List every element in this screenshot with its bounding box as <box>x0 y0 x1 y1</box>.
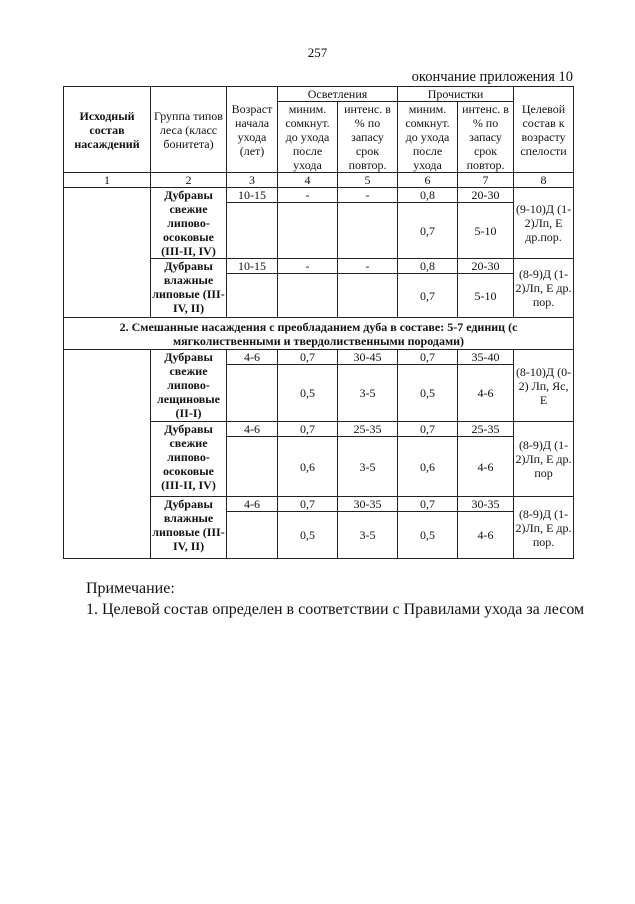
osv-min-cell: - <box>278 259 338 274</box>
column-number: 7 <box>458 173 514 188</box>
osv-int-cell: 3-5 <box>338 365 398 422</box>
osv-int-cell: - <box>338 188 398 203</box>
start-age-cell <box>227 274 278 318</box>
pro-min-cell: 0,7 <box>398 203 458 259</box>
start-age-cell: 4-6 <box>227 497 278 512</box>
osv-int-cell: 3-5 <box>338 512 398 559</box>
forest-type-cell: Дубравы свежие липово-осоковые (III-II, IV) <box>151 188 227 259</box>
pro-min-cell: 0,5 <box>398 512 458 559</box>
column-number: 4 <box>278 173 338 188</box>
forest-type-cell: Дубравы влажные липовые (III-IV, II) <box>151 497 227 559</box>
osv-int-cell <box>338 274 398 318</box>
column-number: 5 <box>338 173 398 188</box>
pro-min-cell: 0,7 <box>398 422 458 437</box>
pro-int-cell: 5-10 <box>458 203 514 259</box>
pro-int-cell: 4-6 <box>458 512 514 559</box>
forest-type-cell: Дубравы свежие липово-лещиновые (II-I) <box>151 350 227 422</box>
section-heading: 2. Смешанные насаждения с преобладанием дуба в составе: 5-7 единиц (с мягколиственными и твердолиственными породами) <box>64 318 574 350</box>
osv-int-cell: 3-5 <box>338 437 398 497</box>
osv-min-cell: 0,7 <box>278 350 338 365</box>
header-initial-composition: Исходный состав насаждений <box>64 87 151 173</box>
header-osv-int: интенс. в % по запасу срок повтор. <box>338 102 398 173</box>
header-prochistki: Прочистки <box>398 87 514 102</box>
header-osvetleniya: Осветления <box>278 87 398 102</box>
forest-type-cell: Дубравы влажные липовые (III-IV, II) <box>151 259 227 318</box>
target-composition-cell: (9-10)Д (1-2)Лп, Е др.пор. <box>514 188 574 259</box>
header-forest-type-group: Группа типов леса (класс бонитета) <box>151 87 227 173</box>
pro-min-cell: 0,7 <box>398 350 458 365</box>
osv-int-cell <box>338 203 398 259</box>
target-composition-cell: (8-10)Д (0-2) Лп, Яс, Е <box>514 350 574 422</box>
pro-int-cell: 4-6 <box>458 437 514 497</box>
pro-int-cell: 20-30 <box>458 188 514 203</box>
osv-min-cell: 0,5 <box>278 365 338 422</box>
table-row <box>64 350 574 365</box>
page-number: 257 <box>307 45 328 60</box>
pro-int-cell: 35-40 <box>458 350 514 365</box>
start-age-cell <box>227 203 278 259</box>
pro-min-cell: 0,8 <box>398 188 458 203</box>
column-number-row <box>64 173 574 188</box>
start-age-cell <box>227 512 278 559</box>
forest-care-table <box>63 86 574 559</box>
pro-min-cell: 0,5 <box>398 365 458 422</box>
start-age-cell: 10-15 <box>227 188 278 203</box>
column-number: 6 <box>398 173 458 188</box>
column-number: 2 <box>151 173 227 188</box>
pro-min-cell: 0,7 <box>398 274 458 318</box>
header-target-composition: Целевой состав к возрасту спелости <box>514 87 574 173</box>
pro-int-cell: 5-10 <box>458 274 514 318</box>
pro-min-cell: 0,6 <box>398 437 458 497</box>
osv-int-cell: 30-45 <box>338 350 398 365</box>
osv-min-cell: - <box>278 188 338 203</box>
osv-min-cell: 0,7 <box>278 497 338 512</box>
osv-int-cell: 25-35 <box>338 422 398 437</box>
osv-min-cell <box>278 274 338 318</box>
header-osv-min: миним. сомкнут. до ухода после ухода <box>278 102 338 173</box>
header-pro-min: миним. сомкнут. до ухода после ухода <box>398 102 458 173</box>
column-number: 1 <box>64 173 151 188</box>
pro-int-cell: 25-35 <box>458 422 514 437</box>
table-row <box>64 188 574 203</box>
osv-int-cell: 30-35 <box>338 497 398 512</box>
column-number: 8 <box>514 173 574 188</box>
initial-composition-cell <box>64 350 151 559</box>
pro-min-cell: 0,8 <box>398 259 458 274</box>
start-age-cell: 4-6 <box>227 422 278 437</box>
start-age-cell: 4-6 <box>227 350 278 365</box>
header-start-age: Возраст начала ухода (лет) <box>227 87 278 173</box>
note-text: 1. Целевой состав определен в соответствии с Правилами ухода за лесом <box>86 601 585 618</box>
start-age-cell <box>227 365 278 422</box>
pro-int-cell: 30-35 <box>458 497 514 512</box>
osv-min-cell: 0,6 <box>278 437 338 497</box>
forest-type-cell: Дубравы свежие липово-осоковые (III-II, IV) <box>151 422 227 497</box>
osv-min-cell: 0,5 <box>278 512 338 559</box>
target-composition-cell: (8-9)Д (1-2)Лп, Е др. пор. <box>514 497 574 559</box>
target-composition-cell: (8-9)Д (1-2)Лп, Е др. пор <box>514 422 574 497</box>
appendix-caption: окончание приложения 10 <box>411 69 573 85</box>
column-number: 3 <box>227 173 278 188</box>
osv-int-cell: - <box>338 259 398 274</box>
pro-int-cell: 4-6 <box>458 365 514 422</box>
target-composition-cell: (8-9)Д (1-2)Лп, Е др. пор. <box>514 259 574 318</box>
header-pro-int: интенс. в % по запасу срок повтор. <box>458 102 514 173</box>
start-age-cell <box>227 437 278 497</box>
initial-composition-cell <box>64 188 151 318</box>
start-age-cell: 10-15 <box>227 259 278 274</box>
pro-min-cell: 0,7 <box>398 497 458 512</box>
note-title: Примечание: <box>86 580 175 597</box>
osv-min-cell: 0,7 <box>278 422 338 437</box>
osv-min-cell <box>278 203 338 259</box>
pro-int-cell: 20-30 <box>458 259 514 274</box>
